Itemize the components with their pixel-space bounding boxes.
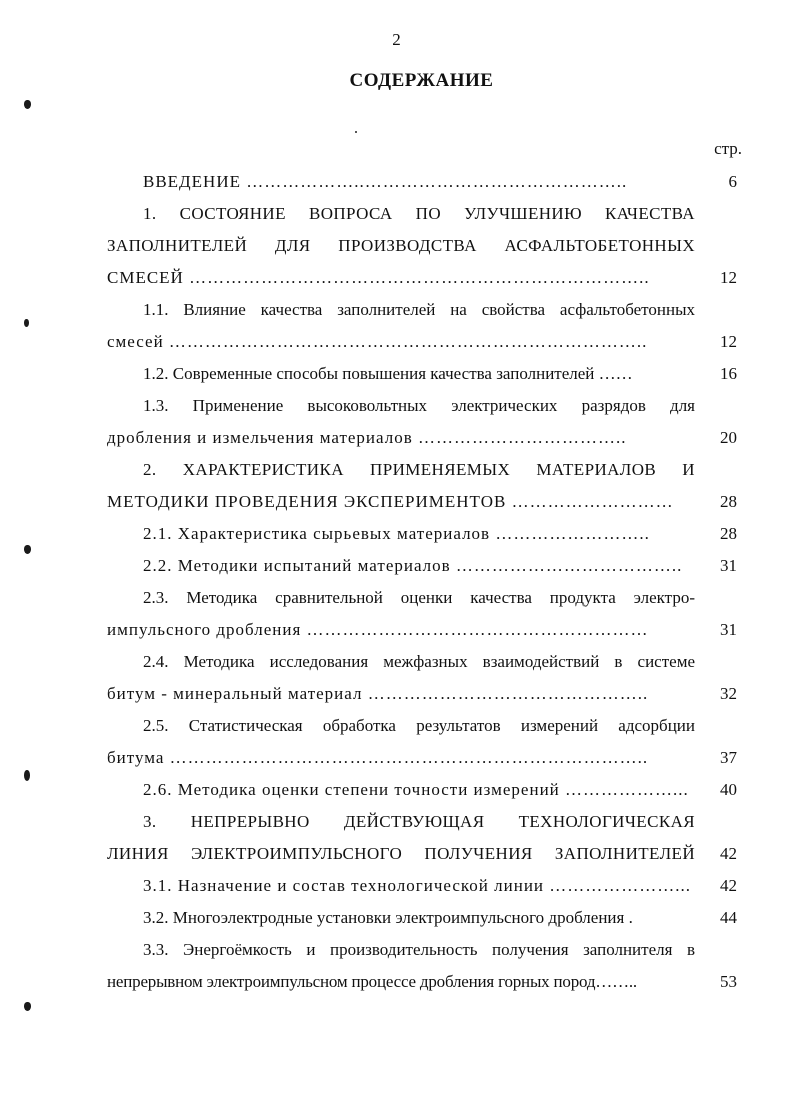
toc-entry-page: 12 <box>720 332 737 351</box>
toc-entry-page: 12 <box>720 268 737 287</box>
binding-hole-mark <box>24 770 30 781</box>
toc-entry-text: СМЕСЕЙ ………………………………………………………………….. <box>107 268 650 287</box>
page-column-label: стр. <box>714 139 742 158</box>
toc-entry-page: 37 <box>720 748 737 767</box>
toc-line[interactable] <box>107 774 743 806</box>
binding-hole-mark <box>24 1002 31 1011</box>
page-title: СОДЕРЖАНИЕ <box>349 70 494 91</box>
binding-hole-mark <box>24 319 29 327</box>
toc-line[interactable] <box>107 710 743 742</box>
scan-speck <box>355 131 357 133</box>
toc-line[interactable] <box>107 934 743 966</box>
toc-entry-page: 42 <box>720 844 737 863</box>
toc-entry-page: 42 <box>720 876 737 895</box>
toc-entry-text: 2.1. Характеристика сырьевых материалов …………………….. <box>143 524 650 543</box>
toc-entry-text: битум - минеральный материал ……………………………………….. <box>107 684 649 703</box>
binding-hole-mark <box>24 100 31 109</box>
toc-entry-text: смесей …………………………………………………………………….. <box>107 332 648 351</box>
toc-line[interactable] <box>107 870 743 902</box>
toc-line[interactable] <box>107 166 743 198</box>
toc-entry-text: ЗАПОЛНИТЕЛЕЙ ДЛЯ ПРОИЗВОДСТВА АСФАЛЬТОБЕТОННЫХ <box>107 236 695 255</box>
toc-line[interactable] <box>107 902 743 934</box>
toc-entry-page: 40 <box>720 780 737 799</box>
toc-entry-page: 44 <box>720 908 737 927</box>
binding-hole-mark <box>24 545 31 554</box>
toc-entry-text: 2.5. Статистическая обработка результатов измерений адсорбции <box>143 716 695 735</box>
toc-entry-text: 2.2. Методики испытаний материалов ……………………………….. <box>143 556 683 575</box>
toc-line[interactable] <box>107 422 743 454</box>
toc-line[interactable] <box>107 582 743 614</box>
toc-line[interactable] <box>107 966 743 998</box>
toc-line[interactable] <box>107 518 743 550</box>
toc-line[interactable] <box>107 454 743 486</box>
toc-line[interactable] <box>107 486 743 518</box>
toc-entry-page: 6 <box>728 172 737 191</box>
toc-line[interactable] <box>107 358 743 390</box>
toc-line[interactable] <box>107 326 743 358</box>
toc-line[interactable] <box>107 550 743 582</box>
toc-entry-text: 3.2. Многоэлектродные установки электроимпульсного дробления . <box>143 908 633 927</box>
toc-entry-text: 2.4. Методика исследования межфазных взаимодействий в системе <box>143 652 695 671</box>
toc-line[interactable] <box>107 294 743 326</box>
toc-entry-page: 31 <box>720 556 737 575</box>
toc-line[interactable] <box>107 614 743 646</box>
toc-entry-page: 28 <box>720 492 737 511</box>
toc-line[interactable] <box>107 838 743 870</box>
toc-line[interactable] <box>107 742 743 774</box>
toc-entry-text: 1.1. Влияние качества заполнителей на свойства асфальтобетонных <box>143 300 695 319</box>
toc-entry-text: 2. ХАРАКТЕРИСТИКА ПРИМЕНЯЕМЫХ МАТЕРИАЛОВ И <box>143 460 695 479</box>
toc-entry-text: МЕТОДИКИ ПРОВЕДЕНИЯ ЭКСПЕРИМЕНТОВ ……………………… <box>107 492 674 511</box>
toc-line[interactable] <box>107 806 743 838</box>
toc-line[interactable] <box>107 646 743 678</box>
toc-entry-page: 32 <box>720 684 737 703</box>
toc-entry-text: непрерывном электроимпульсном процессе дробления горных пород…….. <box>107 972 637 991</box>
toc-line[interactable] <box>107 230 743 262</box>
toc-entry-page: 31 <box>720 620 737 639</box>
toc-entry-text: ВВЕДЕНИЕ ………………..…………………………………….. <box>143 172 628 191</box>
toc-entry-page: 28 <box>720 524 737 543</box>
page-number: 2 <box>392 30 401 49</box>
toc-entry-text: 1.3. Применение высоковольтных электрических разрядов для <box>143 396 695 415</box>
toc-entry-text: 2.3. Методика сравнительной оценки качества продукта электро- <box>143 588 695 607</box>
toc-entry-text: дробления и измельчения материалов …………………………….. <box>107 428 627 447</box>
toc-entry-text: 3.3. Энергоёмкость и производительность получения заполнителя в <box>143 940 695 959</box>
toc-entry-text: ЛИНИЯ ЭЛЕКТРОИМПУЛЬСНОГО ПОЛУЧЕНИЯ ЗАПОЛНИТЕЛЕЙ <box>107 844 695 863</box>
toc-line[interactable] <box>107 262 743 294</box>
toc-entry-page: 53 <box>720 972 737 991</box>
toc-entry-text: 1.2. Современные способы повышения качества заполнителей …… <box>143 364 633 383</box>
toc-entry-text: импульсного дробления ………………………………………………… <box>107 620 649 639</box>
toc-line[interactable] <box>107 198 743 230</box>
toc-entry-page: 16 <box>720 364 737 383</box>
toc-entry-text: битума …………………………………………………………………….. <box>107 748 649 767</box>
toc-entry-text: 2.6. Методика оценки степени точности измерений ………………... <box>143 780 689 799</box>
toc-line[interactable] <box>107 678 743 710</box>
toc-entry-text: 1. СОСТОЯНИЕ ВОПРОСА ПО УЛУЧШЕНИЮ КАЧЕСТВА <box>143 204 695 223</box>
toc-line[interactable] <box>107 390 743 422</box>
toc-entry-text: 3. НЕПРЕРЫВНО ДЕЙСТВУЮЩАЯ ТЕХНОЛОГИЧЕСКАЯ <box>143 812 695 831</box>
table-of-contents <box>107 166 743 998</box>
toc-entry-page: 20 <box>720 428 737 447</box>
toc-entry-text: 3.1. Назначение и состав технологической линии …………………... <box>143 876 692 895</box>
